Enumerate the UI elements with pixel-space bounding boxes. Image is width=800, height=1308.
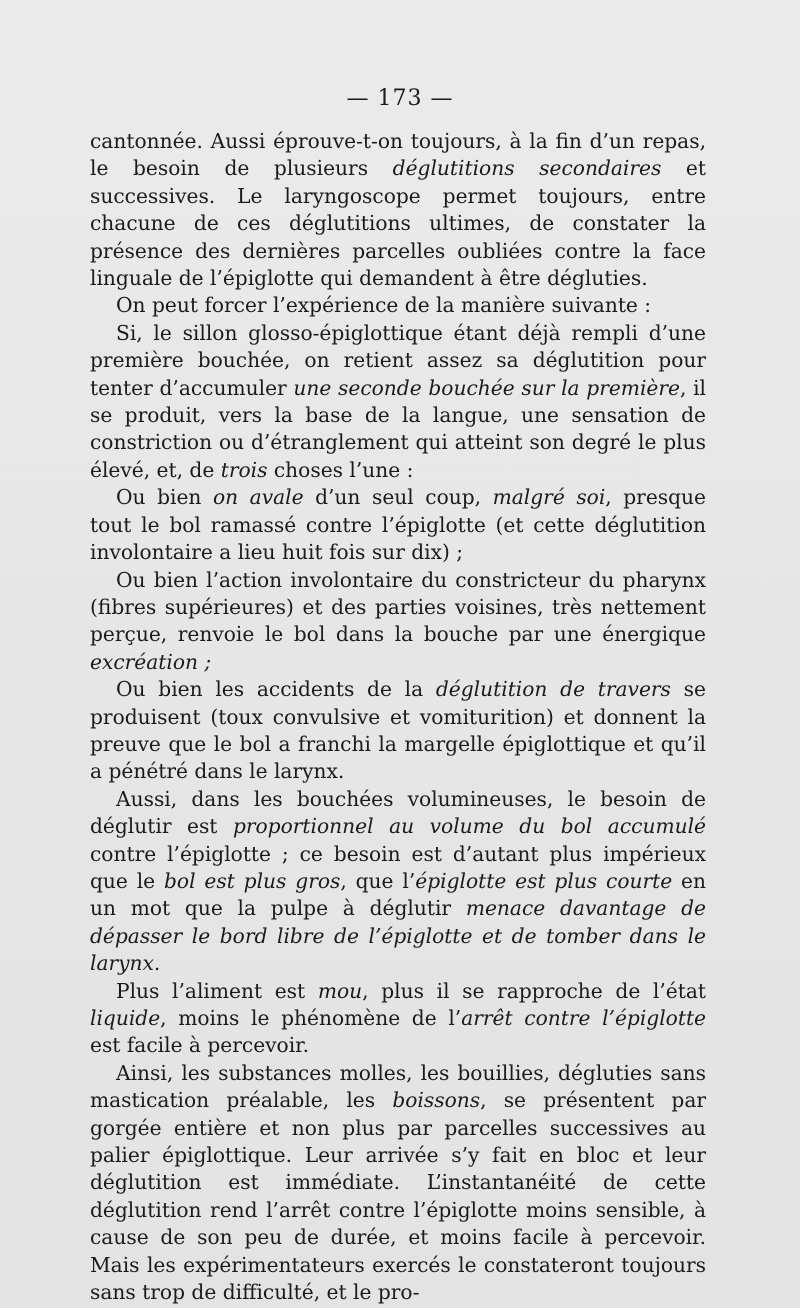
italic-text: déglutitions secondaires [392, 156, 662, 181]
text-run: est facile à percevoir. [90, 1033, 310, 1058]
text-run: On peut forcer l’expérience de la manière suivante : [116, 293, 652, 318]
paragraph [90, 1060, 706, 1307]
text-run: , moins le phénomène de l’ [160, 1006, 462, 1030]
italic-text: mou [317, 978, 363, 1003]
italic-text: boissons [392, 1088, 481, 1113]
text-run: Ou bien l’action involontaire du constricteur du pharynx (fibres supérieures) et des parties voisines, très nettement perçue, renvoie le bol dans la bouche par une énergique [90, 567, 706, 647]
italic-text: liquide [90, 1006, 161, 1030]
italic-text: bol est plus gros [164, 868, 341, 893]
paragraph [90, 786, 706, 978]
text-run: , presque tout le bol ramassé contre l’épiglotte (et cette déglutition involontaire a lieu huit fois sur dix) ; [90, 485, 707, 565]
text-run: cantonnée. Aussi éprouve-t-on toujours, à la fin d’un repas, le besoin de plusieurs [90, 129, 706, 181]
italic-text: proportionnel au volume du bol accumulé [232, 814, 706, 839]
text-run: choses l’une : [267, 457, 414, 482]
text-run: , plus il se rapproche de l’état [362, 978, 706, 1003]
paragraph [90, 320, 706, 484]
text-run: , il se produit, vers la base de la langue, une sensation de constriction ou d’étranglement qui atteint son degré le plus élevé, et, de [90, 375, 706, 482]
italic-text: on avale [212, 485, 304, 510]
italic-text: arrêt contre l’épiglotte [461, 1006, 707, 1030]
page-number: — 173 — [346, 86, 454, 111]
paragraph [90, 567, 706, 677]
italic-text: trois [220, 457, 268, 482]
text-run: Ainsi, les substances molles, les bouillies, dégluties sans mastication préalable, les [90, 1060, 706, 1113]
paragraph [90, 484, 706, 566]
italic-text: épiglotte est plus courte [415, 868, 673, 893]
text-run: se produisent (toux convulsive et vomiturition) et donnent la preuve que le bol a franchi la margelle épiglottique et qu’il a pénétré dans le larynx. [90, 677, 706, 784]
text-run: Plus l’aliment est [116, 978, 318, 1003]
text-run: Ou bien les accidents de la [116, 677, 436, 702]
italic-text: malgré soi [492, 485, 606, 510]
text-run: Ou bien [116, 485, 213, 510]
italic-text: déglutition de travers [435, 677, 671, 702]
text-run: , se présentent par gorgée entière et non plus par parcelles successives au palier épiglottique. Leur arrivée s’y fait en bloc et leur déglutition est immédiate. L’instantanéité de cette déglutition rend l’arrêt contre l’épiglotte moins sensible, à cause de son peu de durée, et moins facile à percevoir. Mais les expérimentateurs exercés le constateront toujours sans trop de difficulté, et le pro- [90, 1088, 706, 1305]
text-run: Aussi, dans les bouchées volumineuses, le besoin de déglutir est [90, 786, 706, 839]
text-run: contre l’épiglotte ; ce besoin est d’autant plus impérieux que le [90, 841, 706, 893]
text-run: Si, le sillon glosso-épiglottique étant déjà rempli d’une première bouchée, on retient assez sa déglutition pour tenter d’accumuler [90, 320, 706, 400]
paragraph [90, 978, 706, 1060]
text-run: et successives. Le laryngoscope permet toujours, entre chacune de ces déglutitions ultimes, de constater la présence des dernières parcelles oubliées contre la face linguale de l’épiglotte qui demandent à être dégluties. [90, 156, 706, 291]
paragraph [90, 676, 706, 786]
body-text [90, 128, 706, 1306]
italic-text: une seconde bouchée sur la première [293, 375, 680, 400]
text-run: d’un seul coup, [303, 485, 493, 510]
italic-text: excréation ; [90, 649, 212, 674]
paragraph [90, 128, 706, 292]
text-run: , que l’ [340, 868, 416, 893]
italic-text: menace davantage de dépasser le bord libre de l’épiglotte et de tomber dans le larynx. [90, 896, 706, 976]
paragraph [90, 292, 706, 319]
text-run: en un mot que la pulpe à déglutir [90, 868, 707, 921]
